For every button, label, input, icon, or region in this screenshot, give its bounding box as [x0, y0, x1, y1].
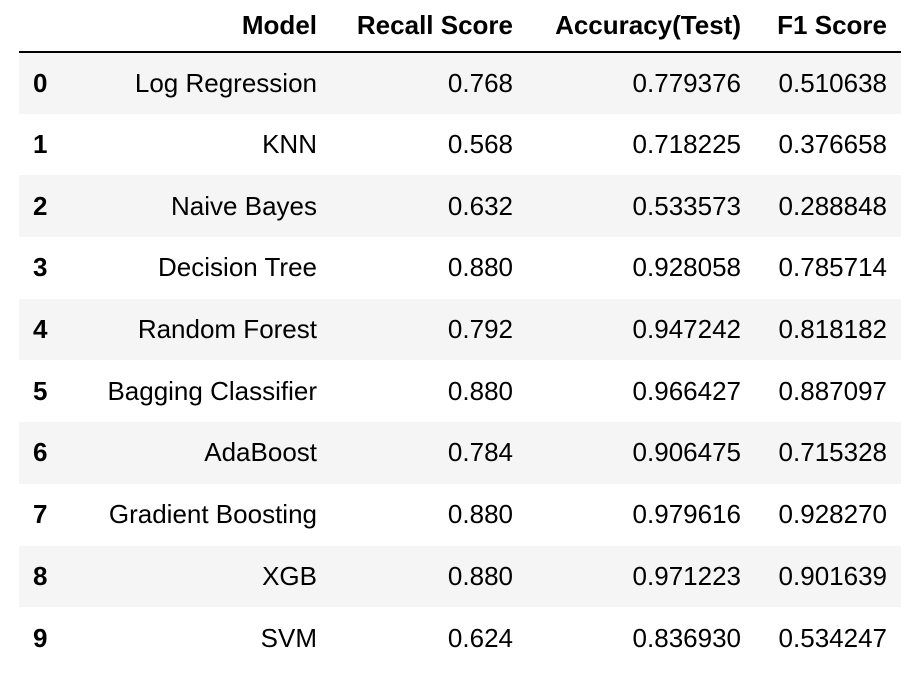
cell-model: KNN: [262, 129, 317, 160]
table-row: [19, 237, 901, 299]
cell-recall: 0.792: [447, 314, 513, 345]
cell-f1: 0.288848: [778, 190, 887, 221]
cell-recall: 0.784: [447, 437, 513, 468]
table-row: [19, 299, 901, 361]
header-row: [19, 0, 901, 52]
cell-recall: 0.768: [447, 67, 513, 98]
cell-f1: 0.785714: [778, 252, 887, 283]
cell-accuracy: 0.779376: [632, 67, 741, 98]
table-row: [19, 52, 901, 114]
cell-f1: 0.715328: [778, 437, 887, 468]
cell-accuracy: 0.836930: [632, 622, 741, 653]
cell-model: Decision Tree: [158, 252, 317, 283]
header-index: [19, 0, 77, 52]
table-row: [19, 607, 901, 669]
cell-accuracy: 0.979616: [632, 499, 741, 530]
table-row: [19, 360, 901, 422]
cell-recall: 0.880: [447, 560, 513, 591]
table-row: [19, 546, 901, 608]
table-body: [19, 52, 901, 669]
cell-accuracy: 0.928058: [632, 252, 741, 283]
cell-recall: 0.880: [447, 499, 513, 530]
cell-f1: 0.887097: [778, 375, 887, 406]
cell-f1: 0.901639: [778, 560, 887, 591]
cell-f1: 0.510638: [778, 67, 887, 98]
header-f1-score: F1 Score: [755, 0, 901, 52]
cell-accuracy: 0.966427: [632, 375, 741, 406]
cell-recall: 0.632: [447, 190, 513, 221]
cell-model: Random Forest: [137, 314, 317, 345]
cell-accuracy: 0.906475: [632, 437, 741, 468]
model-comparison-table: [19, 0, 901, 669]
row-index: 3: [33, 252, 48, 283]
row-index: 2: [33, 190, 48, 221]
cell-accuracy: 0.533573: [632, 190, 741, 221]
table-row: [19, 114, 901, 176]
cell-model: Naive Bayes: [171, 190, 317, 221]
cell-recall: 0.880: [447, 252, 513, 283]
cell-recall: 0.880: [447, 375, 513, 406]
cell-model: Gradient Boosting: [108, 499, 317, 530]
cell-f1: 0.376658: [778, 129, 887, 160]
header-recall-score: Recall Score: [331, 0, 527, 52]
cell-model: AdaBoost: [204, 437, 317, 468]
table-row: [19, 422, 901, 484]
cell-accuracy: 0.947242: [632, 314, 741, 345]
row-index: 9: [33, 622, 48, 653]
table-row: [19, 175, 901, 237]
table-row: [19, 484, 901, 546]
cell-recall: 0.568: [447, 129, 513, 160]
table-header: [19, 0, 901, 52]
header-model: Model: [77, 0, 331, 52]
cell-model: XGB: [262, 560, 317, 591]
row-index: 1: [33, 129, 48, 160]
cell-f1: 0.534247: [778, 622, 887, 653]
cell-model: Bagging Classifier: [107, 375, 317, 406]
header-accuracy-test: Accuracy(Test): [527, 0, 755, 52]
cell-accuracy: 0.971223: [632, 560, 741, 591]
cell-f1: 0.928270: [778, 499, 887, 530]
row-index: 4: [33, 314, 48, 345]
row-index: 0: [33, 67, 48, 98]
cell-model: Log Regression: [134, 67, 317, 98]
row-index: 6: [33, 437, 48, 468]
cell-accuracy: 0.718225: [632, 129, 741, 160]
row-index: 8: [33, 560, 48, 591]
cell-recall: 0.624: [447, 622, 513, 653]
cell-f1: 0.818182: [778, 314, 887, 345]
row-index: 5: [33, 375, 48, 406]
row-index: 7: [33, 499, 48, 530]
cell-model: SVM: [260, 622, 317, 653]
